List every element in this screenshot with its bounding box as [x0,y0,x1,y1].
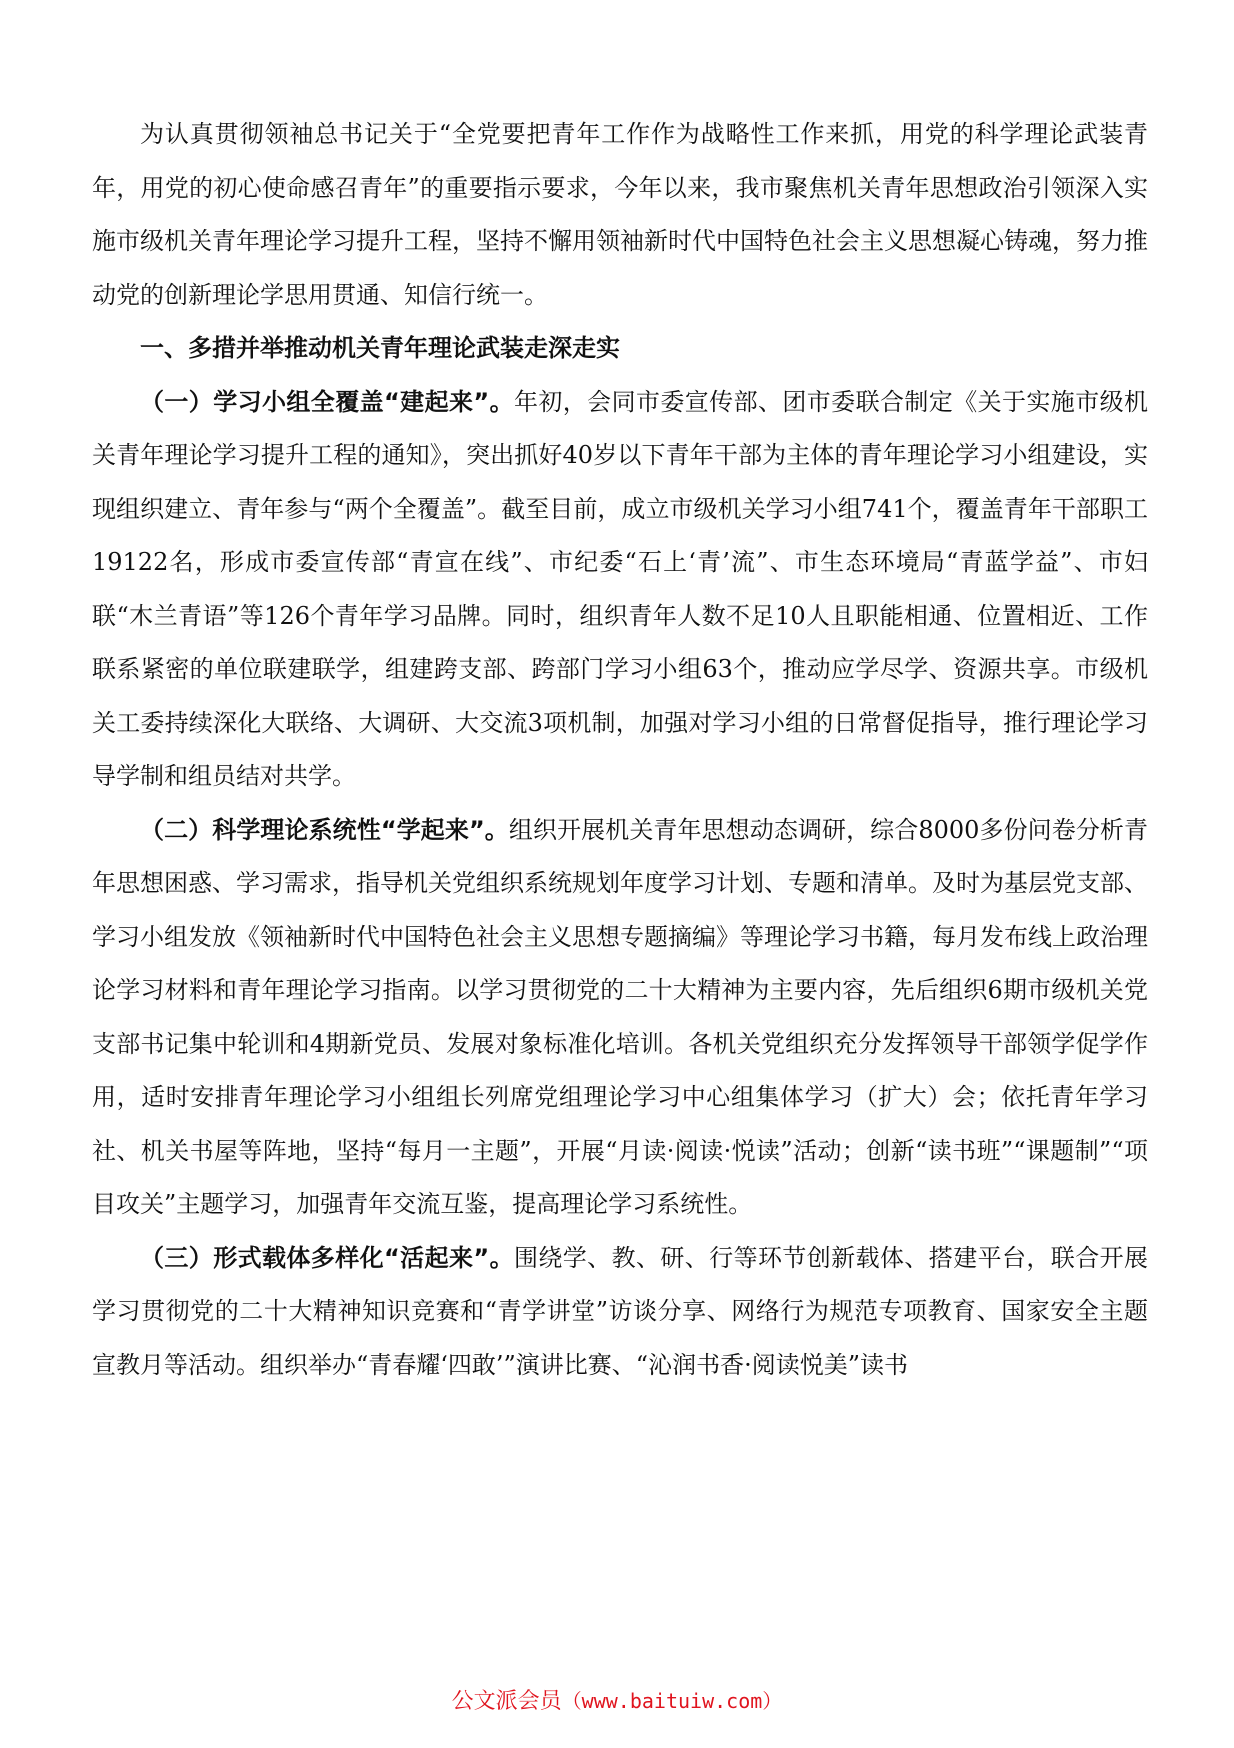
item-paragraph-3 [92,1232,1148,1393]
item-text-2: 组织开展机关青年思想动态调研，综合8000多份问卷分析青年思想困惑、学习需求，指导机关党组织系统规划年度学习计划、专题和清单。及时为基层党支部、学习小组发放《领袖新时代中国特色社会主义思想专题摘编》等理论学习书籍，每月发布线上政治理论学习材料和青年理论学习指南。以学习贯彻党的二十大精神为主要内容，先后组织6期市级机关党支部书记集中轮训和4期新党员、发展对象标准化培训。各机关党组织充分发挥领导干部领学促学作用，适时安排青年理论学习小组组长列席党组理论学习中心组集体学习（扩大）会；依托青年学习社、机关书屋等阵地，坚持“每月一主题”，开展“月读·阅读·悦读”活动；创新“读书班”“课题制”“项目攻关”主题学习，加强青年交流互鉴，提高理论学习系统性。 [92,815,1149,1218]
document-body [92,108,1148,1392]
intro-paragraph: 为认真贯彻领袖总书记关于“全党要把青年工作作为战略性工作来抓，用党的科学理论武装青年，用党的初心使命感召青年”的重要指示要求，今年以来，我市聚焦机关青年思想政治引领深入实施市级机关青年理论学习提升工程，坚持不懈用领袖新时代中国特色社会主义思想凝心铸魂，努力推动党的创新理论学思用贯通、知信行统一。 [92,120,1148,309]
item-lead-1: （一）学习小组全覆盖“建起来”。 [140,387,514,416]
item-lead-3: （三）形式载体多样化“活起来”。 [140,1243,514,1272]
item-paragraph-2 [92,804,1148,1232]
footer-label: 公文派会员 [451,1689,562,1714]
section-heading-1: 一、多措并举推动机关青年理论武装走深走实 [140,334,620,362]
item-text-3: 围绕学、教、研、行等环节创新载体、搭建平台，联合开展学习贯彻党的二十大精神知识竞赛和“青学讲堂”访谈分享、网络行为规范专项教育、国家安全主题宣教月等活动。组织举办“青春耀‘四敢’”演讲比赛、“沁润书香·阅读悦美”读书 [92,1243,1148,1379]
item-paragraph-1 [92,376,1148,804]
item-lead-2: （二）科学理论系统性“学起来”。 [140,815,509,844]
footer-watermark [0,1684,1234,1715]
footer-url[interactable]: （www.baituiw.com） [561,1689,783,1713]
item-text-1: 年初，会同市委宣传部、团市委联合制定《关于实施市级机关青年理论学习提升工程的通知》，突出抓好40岁以下青年干部为主体的青年理论学习小组建设，实现组织建立、青年参与“两个全覆盖”。截至目前，成立市级机关学习小组741个，覆盖青年干部职工19122名，形成市委宣传部“青宣在线”、市纪委“石上‘青’流”、市生态环境局“青蓝学益”、市妇联“木兰青语”等126个青年学习品牌。同时，组织青年人数不足10人且职能相通、位置相近、工作联系紧密的单位联建联学，组建跨支部、跨部门学习小组63个，推动应学尽学、资源共享。市级机关工委持续深化大联络、大调研、大交流3项机制，加强对学习小组的日常督促指导，推行理论学习导学制和组员结对共学。 [92,387,1148,790]
